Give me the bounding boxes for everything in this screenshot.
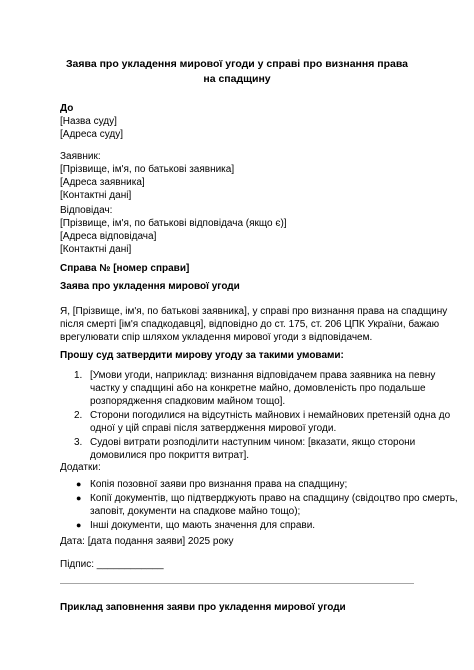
attachments-label: Додатки: (60, 462, 101, 473)
condition-line: [Умови угоди, наприклад: визнання відповідачем права заявника на певну (90, 370, 436, 381)
bullet-icon: ● (76, 493, 82, 503)
attachment-line: заповіт, документи на спадкове майно тощо); (90, 506, 301, 517)
signature-line: Підпис: ____________ (60, 559, 164, 570)
recipient-label: До (60, 103, 74, 114)
recipient-block (60, 102, 420, 141)
attachment-item (60, 492, 458, 518)
subject-heading: Заява про укладення мирової угоди (60, 281, 240, 292)
attachment-line: Копії документів, що підтверджують право на спадщину (свідоцтво про смерть, (90, 493, 458, 504)
date-line: Дата: [дата подання заяви] 2025 року (60, 536, 234, 547)
condition-line: розпорядження спадковим майном тощо]. (90, 396, 286, 407)
bullet-icon: ● (76, 520, 82, 530)
example-heading: Приклад заповнення заяви про укладення мирової угоди (60, 602, 346, 613)
condition-line: Сторони погодилися на відсутність майнових і немайнових претензій одна до (90, 410, 451, 421)
attachment-item (60, 478, 420, 491)
applicant-label: Заявник: (60, 151, 101, 162)
condition-item (60, 436, 420, 462)
respondent-contacts: [Контактні дані] (60, 244, 132, 255)
attachment-line: Копія позовної заяви про визнання права на спадщину; (90, 479, 348, 490)
condition-line: домовилися про покриття витрат]. (90, 450, 250, 461)
condition-number: 2. (74, 410, 83, 421)
conditions-list (60, 369, 451, 463)
body-line: після смерті [ім'я спадкодавця], відповідно до ст. 175, ст. 206 ЦПК України, бажаю (60, 319, 440, 330)
respondent-name: [Прізвище, ім'я, по батькові відповідача (якщо є)] (60, 218, 287, 229)
attachments-list (60, 478, 458, 533)
attachment-line: Інші документи, що мають значення для справи. (90, 520, 316, 531)
respondent-block (60, 204, 420, 256)
attachment-item (60, 519, 420, 532)
court-name: [Назва суду] (60, 116, 117, 127)
request-heading: Прошу суд затвердити мирову угоду за такими умовами: (60, 350, 344, 361)
condition-line: Судові витрати розподілити наступним чином: [вказати, якщо сторони (90, 437, 416, 448)
applicant-block (60, 150, 420, 202)
condition-item (60, 409, 451, 435)
condition-item (60, 369, 436, 408)
condition-line: частку у спадщині або на конкретне майно, домовленість про подальше (90, 383, 426, 394)
case-number: Справа № [номер справи] (60, 263, 190, 274)
horizontal-divider (60, 583, 414, 584)
bullet-icon: ● (76, 479, 82, 489)
applicant-name: [Прізвище, ім'я, по батькові заявника] (60, 164, 235, 175)
applicant-address: [Адреса заявника] (60, 177, 145, 188)
respondent-address: [Адреса відповідача] (60, 231, 157, 242)
condition-number: 3. (74, 437, 83, 448)
applicant-contacts: [Контактні дані] (60, 190, 132, 201)
respondent-label: Відповідач: (60, 205, 113, 216)
body-line: Я, [Прізвище, ім'я, по батькові заявника], у справі про визнання права на спадщину (60, 306, 448, 317)
body-paragraph (60, 305, 448, 344)
body-line: врегулювати спір шляхом укладення мирової угоди з відповідачем. (60, 332, 373, 343)
condition-number: 1. (74, 370, 83, 381)
document-title: Заява про укладення мирової угоди у справі про визнання права на спадщину (65, 58, 409, 85)
court-address: [Адреса суду] (60, 129, 124, 140)
condition-line: одної у цій справі після затвердження мирової угоди. (90, 423, 337, 434)
